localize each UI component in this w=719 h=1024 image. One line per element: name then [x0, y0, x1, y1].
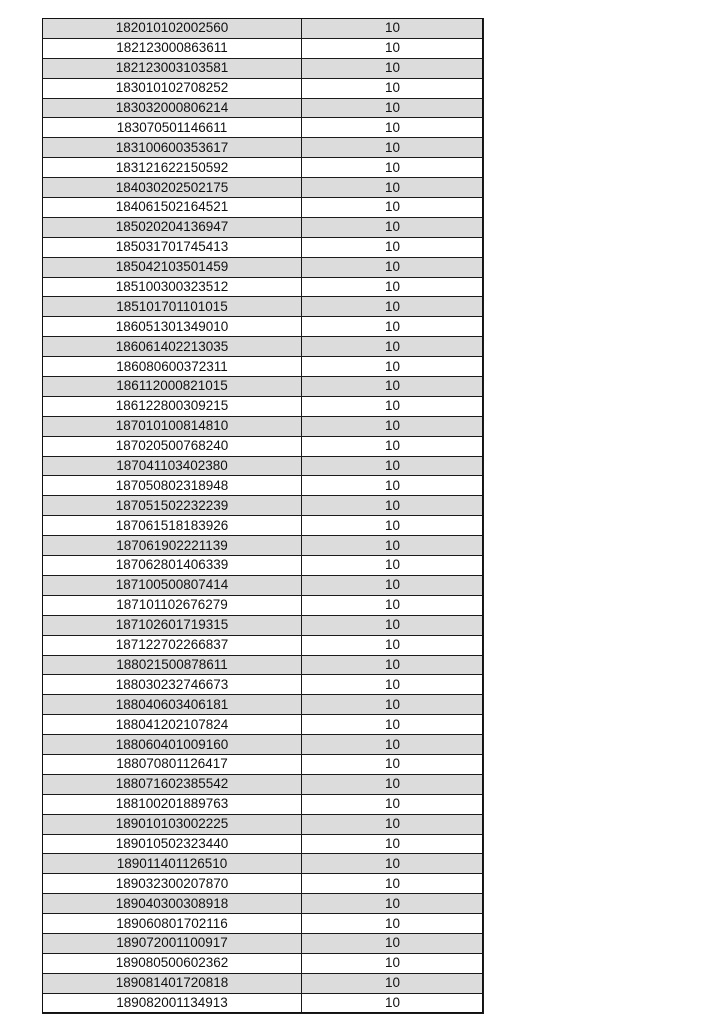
id-cell[interactable]: 183070501146611 — [43, 118, 302, 138]
table-row — [43, 317, 484, 337]
value-cell[interactable]: 10 — [302, 496, 484, 516]
table-row — [43, 217, 484, 237]
table-row — [43, 118, 484, 138]
value-cell[interactable]: 10 — [302, 416, 484, 436]
value-cell[interactable]: 10 — [302, 874, 484, 894]
table-row — [43, 953, 484, 973]
id-cell[interactable]: 186122800309215 — [43, 396, 302, 416]
id-cell[interactable]: 189081401720818 — [43, 973, 302, 993]
value-cell[interactable]: 10 — [302, 834, 484, 854]
value-cell[interactable]: 10 — [302, 556, 484, 576]
value-cell[interactable]: 10 — [302, 754, 484, 774]
value-cell[interactable]: 10 — [302, 854, 484, 874]
id-cell[interactable]: 187061902221139 — [43, 536, 302, 556]
id-cell[interactable]: 189032300207870 — [43, 874, 302, 894]
id-cell[interactable]: 188071602385542 — [43, 774, 302, 794]
id-cell[interactable]: 185020204136947 — [43, 217, 302, 237]
value-cell[interactable]: 10 — [302, 357, 484, 377]
id-cell[interactable]: 189080500602362 — [43, 953, 302, 973]
table-row — [43, 436, 484, 456]
table-row — [43, 536, 484, 556]
table-row — [43, 516, 484, 536]
value-cell[interactable]: 10 — [302, 655, 484, 675]
id-cell[interactable]: 189011401126510 — [43, 854, 302, 874]
value-cell[interactable]: 10 — [302, 516, 484, 536]
id-cell[interactable]: 189010103002225 — [43, 814, 302, 834]
value-cell[interactable]: 10 — [302, 337, 484, 357]
table-row — [43, 556, 484, 576]
value-cell[interactable]: 10 — [302, 635, 484, 655]
id-cell[interactable]: 189040300308918 — [43, 894, 302, 914]
id-cell[interactable]: 186112000821015 — [43, 377, 302, 397]
value-cell[interactable]: 10 — [302, 675, 484, 695]
id-cell[interactable]: 183032000806214 — [43, 98, 302, 118]
value-cell[interactable]: 10 — [302, 377, 484, 397]
id-cell[interactable]: 187051502232239 — [43, 496, 302, 516]
value-cell[interactable]: 10 — [302, 814, 484, 834]
id-cell[interactable]: 187102601719315 — [43, 615, 302, 635]
value-cell[interactable]: 10 — [302, 715, 484, 735]
value-cell[interactable]: 10 — [302, 277, 484, 297]
value-cell[interactable]: 10 — [302, 575, 484, 595]
id-cell[interactable]: 188100201889763 — [43, 794, 302, 814]
table-row — [43, 635, 484, 655]
table-row — [43, 496, 484, 516]
id-cell[interactable]: 189010502323440 — [43, 834, 302, 854]
value-cell[interactable]: 10 — [302, 138, 484, 158]
id-cell[interactable]: 188041202107824 — [43, 715, 302, 735]
id-cell[interactable]: 189072001100917 — [43, 933, 302, 953]
value-cell[interactable]: 10 — [302, 198, 484, 218]
id-cell[interactable]: 185031701745413 — [43, 237, 302, 257]
id-cell[interactable]: 188060401009160 — [43, 735, 302, 755]
value-cell[interactable]: 10 — [302, 476, 484, 496]
table-row — [43, 476, 484, 496]
value-cell[interactable]: 10 — [302, 894, 484, 914]
id-cell[interactable]: 187020500768240 — [43, 436, 302, 456]
value-cell[interactable]: 10 — [302, 396, 484, 416]
value-cell[interactable]: 10 — [302, 297, 484, 317]
value-cell[interactable]: 10 — [302, 536, 484, 556]
id-cell[interactable]: 187061518183926 — [43, 516, 302, 536]
id-cell[interactable]: 187101102676279 — [43, 595, 302, 615]
table-row — [43, 914, 484, 934]
value-cell[interactable]: 10 — [302, 158, 484, 178]
value-cell[interactable]: 10 — [302, 914, 484, 934]
table-row — [43, 774, 484, 794]
id-cell[interactable]: 186080600372311 — [43, 357, 302, 377]
id-cell[interactable]: 187050802318948 — [43, 476, 302, 496]
table-row — [43, 138, 484, 158]
table-row — [43, 396, 484, 416]
value-cell[interactable]: 10 — [302, 118, 484, 138]
table-body — [43, 19, 484, 1014]
id-cell[interactable]: 186051301349010 — [43, 317, 302, 337]
table-row — [43, 993, 484, 1013]
value-cell[interactable]: 10 — [302, 595, 484, 615]
table-row — [43, 416, 484, 436]
value-cell[interactable]: 10 — [302, 933, 484, 953]
value-cell[interactable]: 10 — [302, 257, 484, 277]
table-row — [43, 894, 484, 914]
table-row — [43, 874, 484, 894]
id-cell[interactable]: 188040603406181 — [43, 695, 302, 715]
id-cell[interactable]: 185101701101015 — [43, 297, 302, 317]
id-cell[interactable]: 185100300323512 — [43, 277, 302, 297]
table-row — [43, 78, 484, 98]
value-cell[interactable]: 10 — [302, 58, 484, 78]
table-row — [43, 794, 484, 814]
table-row — [43, 257, 484, 277]
value-cell[interactable]: 10 — [302, 456, 484, 476]
table-row — [43, 854, 484, 874]
table-row — [43, 754, 484, 774]
table-row — [43, 357, 484, 377]
table-row — [43, 735, 484, 755]
value-cell[interactable]: 10 — [302, 19, 484, 39]
id-cell[interactable]: 188021500878611 — [43, 655, 302, 675]
value-cell[interactable]: 10 — [302, 695, 484, 715]
table-row — [43, 575, 484, 595]
table-row — [43, 38, 484, 58]
table-row — [43, 297, 484, 317]
table-row — [43, 237, 484, 257]
table-row — [43, 675, 484, 695]
id-cell[interactable]: 187062801406339 — [43, 556, 302, 576]
table-row — [43, 58, 484, 78]
id-cell[interactable]: 187010100814810 — [43, 416, 302, 436]
id-cell[interactable]: 187122702266837 — [43, 635, 302, 655]
value-cell[interactable]: 10 — [302, 735, 484, 755]
id-cell[interactable]: 187100500807414 — [43, 575, 302, 595]
table-row — [43, 595, 484, 615]
table-row — [43, 615, 484, 635]
id-cell[interactable]: 182123000863611 — [43, 38, 302, 58]
table-row — [43, 695, 484, 715]
value-cell[interactable]: 10 — [302, 317, 484, 337]
value-cell[interactable]: 10 — [302, 38, 484, 58]
value-cell[interactable]: 10 — [302, 178, 484, 198]
value-cell[interactable]: 10 — [302, 217, 484, 237]
table-row — [43, 158, 484, 178]
value-cell[interactable]: 10 — [302, 973, 484, 993]
table-row — [43, 178, 484, 198]
value-cell[interactable]: 10 — [302, 794, 484, 814]
id-cell[interactable]: 184061502164521 — [43, 198, 302, 218]
id-cell[interactable]: 183121622150592 — [43, 158, 302, 178]
value-cell[interactable]: 10 — [302, 615, 484, 635]
table-row — [43, 456, 484, 476]
value-cell[interactable]: 10 — [302, 436, 484, 456]
table-row — [43, 19, 484, 39]
table-row — [43, 655, 484, 675]
value-cell[interactable]: 10 — [302, 98, 484, 118]
value-cell[interactable]: 10 — [302, 237, 484, 257]
value-cell[interactable]: 10 — [302, 774, 484, 794]
table-row — [43, 98, 484, 118]
id-cell[interactable]: 188030232746673 — [43, 675, 302, 695]
table-row — [43, 834, 484, 854]
id-cell[interactable]: 182010102002560 — [43, 19, 302, 39]
table-row — [43, 377, 484, 397]
value-cell[interactable]: 10 — [302, 78, 484, 98]
id-cell[interactable]: 188070801126417 — [43, 754, 302, 774]
spreadsheet-table — [42, 18, 483, 1014]
value-cell[interactable]: 10 — [302, 993, 484, 1013]
id-cell[interactable]: 186061402213035 — [43, 337, 302, 357]
id-cell[interactable]: 183010102708252 — [43, 78, 302, 98]
table-row — [43, 933, 484, 953]
id-cell[interactable]: 185042103501459 — [43, 257, 302, 277]
data-table — [42, 18, 484, 1014]
id-cell[interactable]: 189060801702116 — [43, 914, 302, 934]
id-cell[interactable]: 183100600353617 — [43, 138, 302, 158]
table-row — [43, 973, 484, 993]
id-cell[interactable]: 182123003103581 — [43, 58, 302, 78]
table-row — [43, 198, 484, 218]
table-row — [43, 814, 484, 834]
table-row — [43, 277, 484, 297]
table-row — [43, 715, 484, 735]
id-cell[interactable]: 184030202502175 — [43, 178, 302, 198]
id-cell[interactable]: 189082001134913 — [43, 993, 302, 1013]
id-cell[interactable]: 187041103402380 — [43, 456, 302, 476]
table-row — [43, 337, 484, 357]
value-cell[interactable]: 10 — [302, 953, 484, 973]
